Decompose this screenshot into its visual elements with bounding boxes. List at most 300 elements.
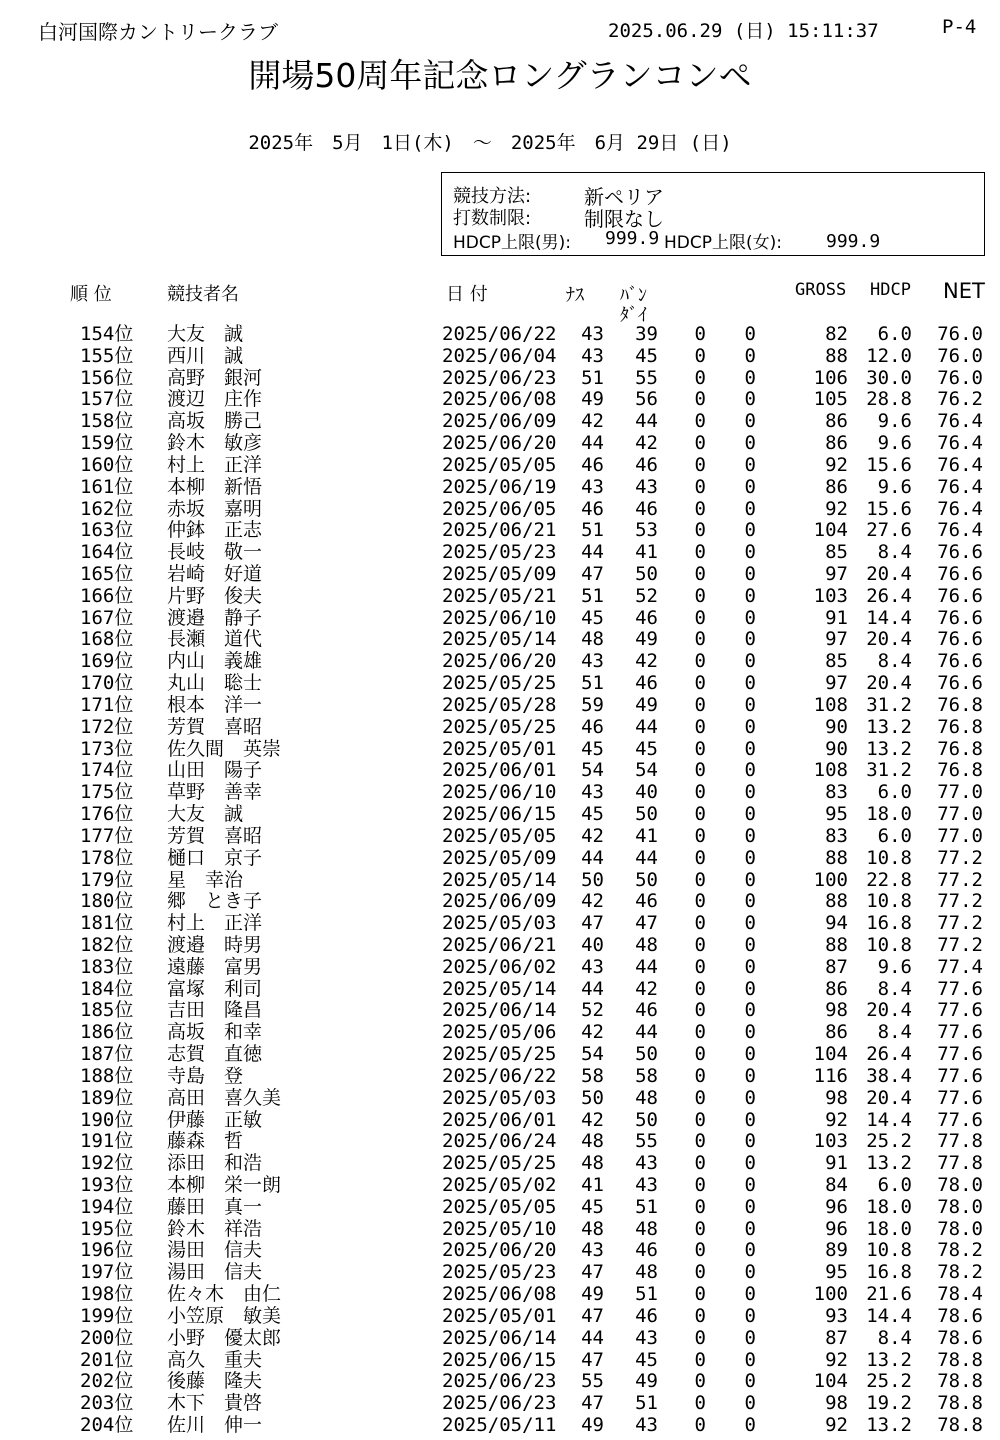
in-score-cell: 40 (635, 781, 658, 804)
rank-cell: 188位 (80, 1064, 134, 1087)
gross-cell: 104 (813, 1043, 848, 1066)
table-row (0, 1044, 1000, 1066)
date-cell: 2025/06/01 (442, 759, 557, 782)
club-name: 白河国際カントリークラブ (38, 20, 278, 44)
player-name-cell: 高坂 勝己 (167, 410, 263, 433)
rank-cell: 155位 (80, 344, 134, 367)
net-cell: 77.2 (937, 933, 983, 956)
rank-cell: 176位 (80, 803, 134, 826)
rank-cell: 194位 (80, 1195, 134, 1218)
in-score-cell: 46 (635, 672, 658, 695)
table-row (0, 891, 1000, 913)
rank-cell: 156位 (80, 366, 134, 389)
date-cell: 2025/05/01 (442, 737, 557, 760)
rank-cell: 195位 (80, 1217, 134, 1240)
extra-1-cell: 0 (694, 650, 706, 673)
out-score-cell: 43 (581, 955, 604, 978)
extra-1-cell: 0 (694, 803, 706, 826)
extra-1-cell: 0 (694, 628, 706, 651)
rank-cell: 183位 (80, 955, 134, 978)
col-header-in-top: ﾊﾞﾝ (620, 285, 647, 306)
date-cell: 2025/05/23 (442, 1261, 557, 1284)
gross-cell: 85 (825, 541, 848, 564)
player-name-cell: 鈴木 祥浩 (167, 1217, 263, 1240)
extra-1-cell: 0 (694, 563, 706, 586)
player-name-cell: 佐々木 由仁 (167, 1283, 282, 1306)
in-score-cell: 42 (635, 432, 658, 455)
player-name-cell: 渡邉 静子 (167, 606, 263, 629)
date-cell: 2025/05/02 (442, 1173, 557, 1196)
date-cell: 2025/06/19 (442, 475, 557, 498)
out-score-cell: 46 (581, 453, 604, 476)
extra-1-cell: 0 (694, 737, 706, 760)
out-score-cell: 48 (581, 1152, 604, 1175)
extra-2-cell: 0 (744, 1152, 756, 1175)
extra-2-cell: 0 (744, 1414, 756, 1436)
rank-cell: 192位 (80, 1152, 134, 1175)
hdcp-men-label: HDCP上限(男): (453, 233, 571, 253)
hdcp-cell: 31.2 (866, 759, 912, 782)
in-score-cell: 46 (635, 999, 658, 1022)
player-name-cell: 高田 喜久美 (167, 1086, 282, 1109)
extra-2-cell: 0 (744, 693, 756, 716)
extra-1-cell: 0 (694, 977, 706, 1000)
date-cell: 2025/06/04 (442, 344, 557, 367)
date-cell: 2025/05/05 (442, 453, 557, 476)
in-score-cell: 50 (635, 868, 658, 891)
player-name-cell: 仲鉢 正志 (167, 519, 263, 542)
out-score-cell: 42 (581, 1108, 604, 1131)
hdcp-cell: 22.8 (866, 868, 912, 891)
in-score-cell: 45 (635, 344, 658, 367)
table-row (0, 368, 1000, 390)
table-row (0, 542, 1000, 564)
in-score-cell: 43 (635, 475, 658, 498)
out-score-cell: 43 (581, 323, 604, 345)
player-name-cell: 山田 陽子 (167, 759, 263, 782)
extra-1-cell: 0 (694, 519, 706, 542)
extra-1-cell: 0 (694, 955, 706, 978)
page-title: 開場50周年記念ロングランコンペ (248, 56, 752, 95)
print-timestamp: 2025.06.29 (日) 15:11:37 (608, 20, 879, 42)
extra-1-cell: 0 (694, 606, 706, 629)
net-cell: 77.2 (937, 912, 983, 935)
out-score-cell: 45 (581, 606, 604, 629)
net-cell: 76.4 (937, 497, 983, 520)
out-score-cell: 47 (581, 563, 604, 586)
net-cell: 78.0 (937, 1195, 983, 1218)
date-cell: 2025/05/14 (442, 977, 557, 1000)
player-name-cell: 根本 洋一 (167, 693, 263, 716)
extra-1-cell: 0 (694, 1173, 706, 1196)
extra-2-cell: 0 (744, 868, 756, 891)
extra-1-cell: 0 (694, 1064, 706, 1087)
extra-1-cell: 0 (694, 1370, 706, 1393)
in-score-cell: 41 (635, 824, 658, 847)
out-score-cell: 40 (581, 933, 604, 956)
gross-cell: 85 (825, 650, 848, 673)
hdcp-cell: 30.0 (866, 366, 912, 389)
rank-cell: 161位 (80, 475, 134, 498)
extra-2-cell: 0 (744, 475, 756, 498)
net-cell: 77.6 (937, 1108, 983, 1131)
gross-cell: 96 (825, 1195, 848, 1218)
gross-cell: 86 (825, 410, 848, 433)
extra-1-cell: 0 (694, 824, 706, 847)
gross-cell: 89 (825, 1239, 848, 1262)
hdcp-cell: 19.2 (866, 1392, 912, 1415)
player-name-cell: 草野 善幸 (167, 781, 263, 804)
out-score-cell: 50 (581, 1086, 604, 1109)
gross-cell: 88 (825, 344, 848, 367)
out-score-cell: 47 (581, 1392, 604, 1415)
out-score-cell: 50 (581, 868, 604, 891)
in-score-cell: 44 (635, 955, 658, 978)
page-number: P-4 (942, 16, 977, 38)
out-score-cell: 42 (581, 890, 604, 913)
hdcp-cell: 16.8 (866, 1261, 912, 1284)
hdcp-cell: 20.4 (866, 628, 912, 651)
gross-cell: 94 (825, 912, 848, 935)
table-row (0, 1000, 1000, 1022)
rank-cell: 200位 (80, 1326, 134, 1349)
extra-1-cell: 0 (694, 846, 706, 869)
hdcp-women-value: 999.9 (826, 231, 881, 252)
in-score-cell: 42 (635, 977, 658, 1000)
hdcp-cell: 25.2 (866, 1130, 912, 1153)
extra-2-cell: 0 (744, 977, 756, 1000)
net-cell: 77.8 (937, 1130, 983, 1153)
hdcp-cell: 25.2 (866, 1370, 912, 1393)
out-score-cell: 41 (581, 1173, 604, 1196)
out-score-cell: 54 (581, 759, 604, 782)
table-row (0, 717, 1000, 739)
extra-2-cell: 0 (744, 453, 756, 476)
net-cell: 76.4 (937, 519, 983, 542)
date-cell: 2025/06/24 (442, 1130, 557, 1153)
player-name-cell: 大友 誠 (167, 323, 244, 345)
player-name-cell: 吉田 隆昌 (167, 999, 263, 1022)
in-score-cell: 51 (635, 1283, 658, 1306)
extra-1-cell: 0 (694, 759, 706, 782)
table-row (0, 389, 1000, 411)
extra-1-cell: 0 (694, 432, 706, 455)
extra-2-cell: 0 (744, 781, 756, 804)
net-cell: 76.6 (937, 628, 983, 651)
date-cell: 2025/06/15 (442, 803, 557, 826)
gross-cell: 106 (813, 366, 848, 389)
hdcp-cell: 10.8 (866, 890, 912, 913)
hdcp-cell: 15.6 (866, 453, 912, 476)
hdcp-cell: 13.2 (866, 1414, 912, 1436)
extra-2-cell: 0 (744, 1021, 756, 1044)
table-row (0, 346, 1000, 368)
hdcp-cell: 14.4 (866, 606, 912, 629)
rank-cell: 160位 (80, 453, 134, 476)
player-name-cell: 片野 俊夫 (167, 584, 263, 607)
extra-2-cell: 0 (744, 497, 756, 520)
net-cell: 76.4 (937, 410, 983, 433)
player-name-cell: 星 幸治 (167, 868, 244, 891)
out-score-cell: 49 (581, 1283, 604, 1306)
out-score-cell: 43 (581, 650, 604, 673)
hdcp-cell: 13.2 (866, 1152, 912, 1175)
table-row (0, 826, 1000, 848)
date-cell: 2025/06/09 (442, 890, 557, 913)
rank-cell: 197位 (80, 1261, 134, 1284)
gross-cell: 92 (825, 1348, 848, 1371)
competition-info-box (441, 172, 985, 256)
player-name-cell: 渡辺 庄作 (167, 388, 263, 411)
competition-period: 2025年 5月 1日(木) ～ 2025年 6月 29日 (日) (248, 132, 732, 154)
hdcp-cell: 10.8 (866, 1239, 912, 1262)
hdcp-cell: 8.4 (877, 977, 912, 1000)
extra-1-cell: 0 (694, 1239, 706, 1262)
extra-2-cell: 0 (744, 715, 756, 738)
extra-2-cell: 0 (744, 1348, 756, 1371)
table-row (0, 520, 1000, 542)
hdcp-cell: 8.4 (877, 650, 912, 673)
extra-2-cell: 0 (744, 890, 756, 913)
gross-cell: 83 (825, 781, 848, 804)
hdcp-cell: 9.6 (877, 475, 912, 498)
out-score-cell: 45 (581, 737, 604, 760)
in-score-cell: 53 (635, 519, 658, 542)
rank-cell: 154位 (80, 323, 134, 345)
rank-cell: 201位 (80, 1348, 134, 1371)
player-name-cell: 添田 和浩 (167, 1152, 263, 1175)
date-cell: 2025/05/25 (442, 672, 557, 695)
rank-cell: 203位 (80, 1392, 134, 1415)
table-row (0, 848, 1000, 870)
table-row (0, 695, 1000, 717)
table-row (0, 1262, 1000, 1284)
out-score-cell: 44 (581, 541, 604, 564)
extra-2-cell: 0 (744, 344, 756, 367)
net-cell: 77.0 (937, 803, 983, 826)
extra-1-cell: 0 (694, 584, 706, 607)
rank-cell: 193位 (80, 1173, 134, 1196)
extra-2-cell: 0 (744, 824, 756, 847)
extra-2-cell: 0 (744, 1064, 756, 1087)
rank-cell: 182位 (80, 933, 134, 956)
net-cell: 76.0 (937, 323, 983, 345)
limit-label: 打数制限: (453, 208, 532, 229)
table-row (0, 477, 1000, 499)
date-cell: 2025/06/20 (442, 1239, 557, 1262)
table-row (0, 979, 1000, 1001)
in-score-cell: 55 (635, 366, 658, 389)
in-score-cell: 41 (635, 541, 658, 564)
table-row (0, 739, 1000, 761)
out-score-cell: 47 (581, 1304, 604, 1327)
net-cell: 78.8 (937, 1348, 983, 1371)
player-name-cell: 西川 誠 (167, 344, 244, 367)
rank-cell: 186位 (80, 1021, 134, 1044)
extra-2-cell: 0 (744, 759, 756, 782)
table-row (0, 870, 1000, 892)
table-row (0, 1328, 1000, 1350)
net-cell: 78.8 (937, 1370, 983, 1393)
out-score-cell: 49 (581, 1414, 604, 1436)
date-cell: 2025/06/20 (442, 432, 557, 455)
date-cell: 2025/06/23 (442, 366, 557, 389)
out-score-cell: 48 (581, 628, 604, 651)
extra-1-cell: 0 (694, 475, 706, 498)
gross-cell: 98 (825, 1086, 848, 1109)
player-name-cell: 寺島 登 (167, 1064, 244, 1087)
hdcp-cell: 20.4 (866, 672, 912, 695)
table-row (0, 1219, 1000, 1241)
table-row (0, 1240, 1000, 1262)
net-cell: 78.2 (937, 1261, 983, 1284)
out-score-cell: 58 (581, 1064, 604, 1087)
net-cell: 77.2 (937, 890, 983, 913)
gross-cell: 116 (813, 1064, 848, 1087)
player-name-cell: 富塚 利司 (167, 977, 263, 1000)
date-cell: 2025/06/22 (442, 1064, 557, 1087)
gross-cell: 86 (825, 432, 848, 455)
gross-cell: 97 (825, 563, 848, 586)
date-cell: 2025/05/25 (442, 715, 557, 738)
col-header-hdcp: HDCP (870, 280, 911, 300)
net-cell: 76.6 (937, 563, 983, 586)
hdcp-cell: 21.6 (866, 1283, 912, 1306)
player-name-cell: 藤森 哲 (167, 1130, 244, 1153)
extra-2-cell: 0 (744, 933, 756, 956)
net-cell: 77.8 (937, 1152, 983, 1175)
extra-1-cell: 0 (694, 323, 706, 345)
date-cell: 2025/06/02 (442, 955, 557, 978)
out-score-cell: 44 (581, 977, 604, 1000)
extra-1-cell: 0 (694, 890, 706, 913)
extra-1-cell: 0 (694, 1348, 706, 1371)
extra-2-cell: 0 (744, 1326, 756, 1349)
hdcp-cell: 18.0 (866, 1217, 912, 1240)
date-cell: 2025/05/11 (442, 1414, 557, 1436)
out-score-cell: 42 (581, 824, 604, 847)
extra-2-cell: 0 (744, 1130, 756, 1153)
net-cell: 77.0 (937, 781, 983, 804)
rank-cell: 164位 (80, 541, 134, 564)
hdcp-cell: 18.0 (866, 803, 912, 826)
table-row (0, 1197, 1000, 1219)
col-header-out: ﾅｽ (566, 285, 584, 306)
hdcp-cell: 15.6 (866, 497, 912, 520)
extra-2-cell: 0 (744, 1043, 756, 1066)
rank-cell: 171位 (80, 693, 134, 716)
gross-cell: 105 (813, 388, 848, 411)
gross-cell: 96 (825, 1217, 848, 1240)
rank-cell: 158位 (80, 410, 134, 433)
player-name-cell: 藤田 真一 (167, 1195, 263, 1218)
player-name-cell: 小野 優太郎 (167, 1326, 282, 1349)
net-cell: 78.8 (937, 1392, 983, 1415)
out-score-cell: 43 (581, 475, 604, 498)
hdcp-cell: 6.0 (877, 824, 912, 847)
net-cell: 77.6 (937, 1021, 983, 1044)
col-header-gross: GROSS (795, 280, 847, 300)
net-cell: 78.4 (937, 1283, 983, 1306)
extra-2-cell: 0 (744, 1217, 756, 1240)
hdcp-cell: 6.0 (877, 781, 912, 804)
hdcp-cell: 10.8 (866, 846, 912, 869)
extra-1-cell: 0 (694, 410, 706, 433)
date-cell: 2025/05/05 (442, 1195, 557, 1218)
extra-1-cell: 0 (694, 497, 706, 520)
col-header-name: 競技者名 (167, 284, 239, 305)
player-name-cell: 本柳 栄一朗 (167, 1173, 282, 1196)
extra-2-cell: 0 (744, 1239, 756, 1262)
hdcp-cell: 20.4 (866, 1086, 912, 1109)
date-cell: 2025/06/20 (442, 650, 557, 673)
player-name-cell: 内山 義雄 (167, 650, 263, 673)
rank-cell: 166位 (80, 584, 134, 607)
out-score-cell: 43 (581, 781, 604, 804)
out-score-cell: 52 (581, 999, 604, 1022)
gross-cell: 90 (825, 715, 848, 738)
extra-1-cell: 0 (694, 366, 706, 389)
table-row (0, 1371, 1000, 1393)
rank-cell: 174位 (80, 759, 134, 782)
hdcp-cell: 9.6 (877, 410, 912, 433)
gross-cell: 97 (825, 672, 848, 695)
date-cell: 2025/06/23 (442, 1392, 557, 1415)
hdcp-cell: 6.0 (877, 1173, 912, 1196)
table-row (0, 1393, 1000, 1415)
extra-2-cell: 0 (744, 1261, 756, 1284)
hdcp-cell: 38.4 (866, 1064, 912, 1087)
out-score-cell: 51 (581, 366, 604, 389)
table-row (0, 1284, 1000, 1306)
extra-1-cell: 0 (694, 672, 706, 695)
net-cell: 76.8 (937, 715, 983, 738)
extra-1-cell: 0 (694, 1130, 706, 1153)
out-score-cell: 43 (581, 1239, 604, 1262)
gross-cell: 104 (813, 519, 848, 542)
hdcp-cell: 20.4 (866, 563, 912, 586)
table-row (0, 433, 1000, 455)
extra-1-cell: 0 (694, 1043, 706, 1066)
out-score-cell: 44 (581, 846, 604, 869)
gross-cell: 91 (825, 1152, 848, 1175)
rank-cell: 159位 (80, 432, 134, 455)
in-score-cell: 42 (635, 650, 658, 673)
net-cell: 76.8 (937, 759, 983, 782)
net-cell: 76.8 (937, 737, 983, 760)
table-row (0, 1415, 1000, 1437)
net-cell: 76.4 (937, 453, 983, 476)
in-score-cell: 49 (635, 693, 658, 716)
extra-2-cell: 0 (744, 1370, 756, 1393)
hdcp-cell: 13.2 (866, 715, 912, 738)
player-name-cell: 後藤 隆夫 (167, 1370, 263, 1393)
rank-cell: 180位 (80, 890, 134, 913)
extra-1-cell: 0 (694, 1283, 706, 1306)
table-row (0, 957, 1000, 979)
extra-1-cell: 0 (694, 1392, 706, 1415)
out-score-cell: 48 (581, 1130, 604, 1153)
extra-2-cell: 0 (744, 432, 756, 455)
player-name-cell: 郷 とき子 (167, 890, 263, 913)
gross-cell: 84 (825, 1173, 848, 1196)
player-name-cell: 高野 銀河 (167, 366, 263, 389)
table-row (0, 673, 1000, 695)
hdcp-cell: 9.6 (877, 955, 912, 978)
net-cell: 76.0 (937, 366, 983, 389)
rank-cell: 179位 (80, 868, 134, 891)
gross-cell: 88 (825, 890, 848, 913)
